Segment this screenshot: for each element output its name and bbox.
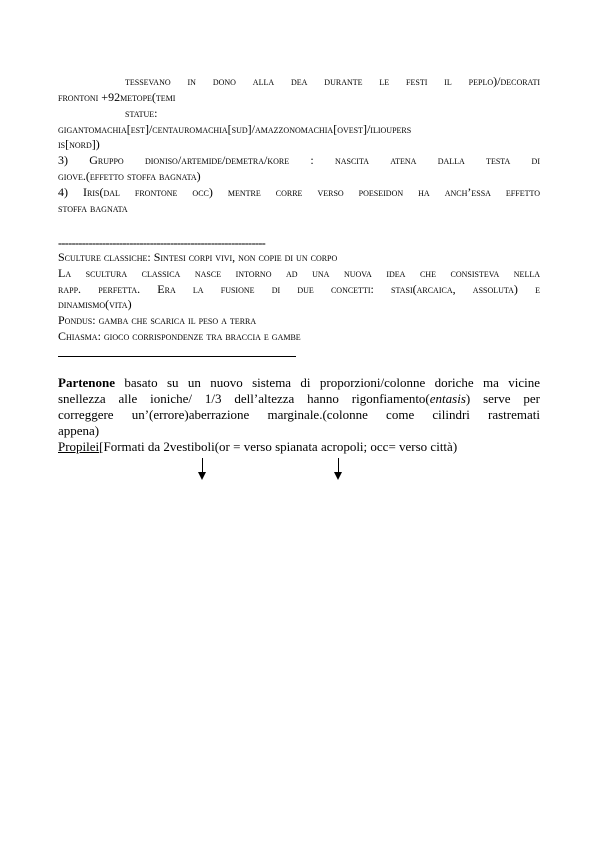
propilei-line <box>58 440 540 454</box>
classical-line-1: Sculture classiche: Sintesi corpi vivi, non copie di un corpo <box>58 250 338 264</box>
sculpture-line-9: stoffa bagnata <box>58 201 128 215</box>
classical-line-3: rapp. perfetta. Era la fusione di due concetti: stasi(arcaica, assoluta) e <box>58 282 540 296</box>
entasis-term: entasis <box>429 391 466 406</box>
sculpture-line-8: 4) Iris(dal frontone occ) mentre corre verso poeseidon ha anch’essa effetto <box>58 185 540 199</box>
partenone-line-2 <box>58 392 540 406</box>
partenone-line-3: correggere un’(errore)aberrazione marginale.(colonne come cilindri rastremati <box>58 407 540 422</box>
propilei-title: Propilei <box>58 439 100 454</box>
sculpture-line-6: 3) Gruppo dioniso/artemide/demetra/kore : nascita atena dalla testa di <box>58 153 540 167</box>
sculpture-line-2: frontoni +92metope(temi <box>58 90 176 104</box>
partenone-line-2-pre: snellezza alle ioniche/ 1/3 dell’altezza hanno rigonfiamento( <box>58 391 430 406</box>
partenone-line-4: appena) <box>58 423 100 438</box>
arrow-down-icon-right <box>333 458 343 480</box>
sculpture-line-3: statue: <box>125 106 158 120</box>
partenone-line-1 <box>58 376 540 390</box>
sculpture-line-1: tessevano in dono alla dea durante le festi il peplo)/decorati <box>125 74 540 88</box>
partenone-line-2-post: ) serve per <box>465 391 540 406</box>
sculpture-line-7: giove.(effetto stoffa bagnata) <box>58 169 201 183</box>
arrow-down-icon-left <box>197 458 207 480</box>
sculpture-line-4: gigantomachia[est]/centauromachia[sud]/amazzonomachia[ovest]/ilioupers <box>58 122 412 136</box>
sculpture-line-5: is[nord]) <box>58 137 100 151</box>
dashed-separator: ------------------------------------------------------------- <box>58 236 266 250</box>
classical-line-5: Pondus: gamba che scarica il peso a terra <box>58 313 257 327</box>
classical-line-4: dinamismo(vita) <box>58 297 132 311</box>
partenone-title: Partenone <box>58 375 116 390</box>
solid-separator <box>58 356 296 357</box>
partenone-line-1-text: basato su un nuovo sistema di proporzioni/colonne doriche ma vicine <box>115 375 540 390</box>
classical-line-2: La scultura classica nasce intorno ad una nuova idea che consisteva nella <box>58 266 540 280</box>
propilei-text: [Formati da 2vestiboli(or = verso spianata acropoli; occ= verso città) <box>99 439 458 454</box>
classical-line-6: Chiasma: gioco corrispondenze tra braccia e gambe <box>58 329 301 343</box>
